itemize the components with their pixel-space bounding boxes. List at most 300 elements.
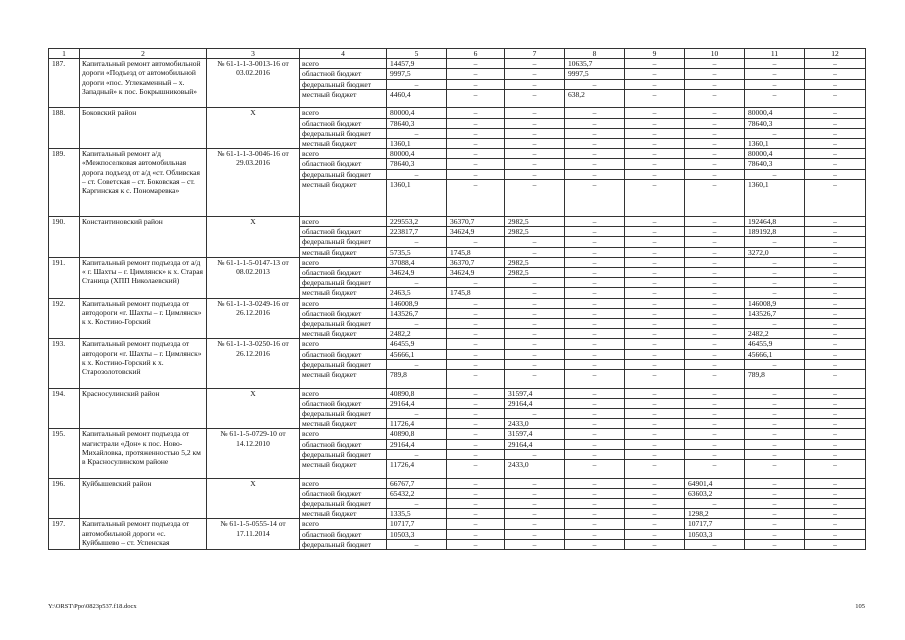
- value-cell: –: [505, 159, 565, 169]
- value-cell: 40890,8: [387, 388, 447, 398]
- value-cell: –: [685, 329, 745, 339]
- value-cell: 11726,4: [387, 419, 447, 429]
- value-cell: –: [805, 359, 866, 369]
- funding-source: всего: [300, 298, 387, 308]
- value-cell: 64901,4: [685, 478, 745, 488]
- value-cell: –: [805, 149, 866, 159]
- value-cell: –: [565, 227, 625, 237]
- value-cell: –: [805, 529, 866, 539]
- value-cell: –: [387, 449, 447, 459]
- row-number: 196.: [49, 478, 80, 519]
- value-cell: –: [805, 69, 866, 79]
- value-cell: 66767,7: [387, 478, 447, 488]
- value-cell: –: [805, 128, 866, 138]
- value-cell: –: [565, 128, 625, 138]
- value-cell: –: [805, 217, 866, 227]
- value-cell: –: [447, 59, 505, 69]
- object-name: Капитальный ремонт подъезда от а/д « г. Шахты – г. Цимлянск» к х. Старая Станица (ХПП Николаевский): [80, 257, 207, 298]
- value-cell: –: [505, 237, 565, 247]
- value-cell: –: [625, 409, 685, 419]
- value-cell: –: [805, 499, 866, 509]
- value-cell: –: [685, 128, 745, 138]
- value-cell: –: [745, 319, 805, 329]
- table-row: [49, 108, 866, 118]
- funding-source: федеральный бюджет: [300, 409, 387, 419]
- value-cell: 9997,5: [565, 69, 625, 79]
- funding-source: федеральный бюджет: [300, 237, 387, 247]
- value-cell: –: [685, 79, 745, 89]
- column-header: 8: [565, 49, 625, 59]
- value-cell: 223817,7: [387, 227, 447, 237]
- funding-source: федеральный бюджет: [300, 359, 387, 369]
- value-cell: –: [685, 69, 745, 79]
- funding-source: федеральный бюджет: [300, 278, 387, 288]
- value-cell: –: [745, 429, 805, 439]
- table-row: [49, 257, 866, 267]
- value-cell: 11726,4: [387, 460, 447, 479]
- value-cell: 789,8: [387, 370, 447, 389]
- value-cell: –: [565, 419, 625, 429]
- value-cell: –: [805, 237, 866, 247]
- value-cell: –: [625, 529, 685, 539]
- value-cell: –: [505, 128, 565, 138]
- value-cell: –: [625, 449, 685, 459]
- value-cell: 46455,9: [387, 339, 447, 349]
- value-cell: –: [447, 339, 505, 349]
- value-cell: –: [447, 179, 505, 216]
- value-cell: 78640,3: [745, 159, 805, 169]
- table-row: [49, 59, 866, 69]
- value-cell: 63603,2: [685, 488, 745, 498]
- value-cell: –: [447, 237, 505, 247]
- value-cell: –: [505, 319, 565, 329]
- value-cell: –: [447, 519, 505, 529]
- value-cell: 9997,5: [387, 69, 447, 79]
- value-cell: –: [745, 388, 805, 398]
- value-cell: 34624,9: [447, 268, 505, 278]
- value-cell: –: [387, 499, 447, 509]
- value-cell: –: [505, 539, 565, 549]
- value-cell: –: [565, 509, 625, 519]
- value-cell: –: [805, 488, 866, 498]
- value-cell: 1360,1: [745, 139, 805, 149]
- value-cell: –: [745, 478, 805, 488]
- value-cell: –: [625, 79, 685, 89]
- value-cell: –: [745, 169, 805, 179]
- value-cell: 1298,2: [685, 509, 745, 519]
- value-cell: –: [505, 308, 565, 318]
- value-cell: 1360,1: [745, 179, 805, 216]
- value-cell: 1360,1: [387, 139, 447, 149]
- value-cell: –: [625, 439, 685, 449]
- value-cell: –: [685, 419, 745, 429]
- value-cell: –: [447, 359, 505, 369]
- row-number: 190.: [49, 217, 80, 258]
- value-cell: –: [447, 509, 505, 519]
- funding-source: всего: [300, 478, 387, 488]
- value-cell: 192464,8: [745, 217, 805, 227]
- value-cell: –: [565, 388, 625, 398]
- value-cell: –: [745, 439, 805, 449]
- value-cell: –: [505, 89, 565, 108]
- value-cell: –: [565, 217, 625, 227]
- value-cell: –: [447, 488, 505, 498]
- value-cell: 34624,9: [387, 268, 447, 278]
- value-cell: –: [505, 478, 565, 488]
- value-cell: –: [625, 519, 685, 529]
- value-cell: –: [565, 488, 625, 498]
- value-cell: –: [447, 89, 505, 108]
- document-number: № 61-1-5-0729-10 от 14.12.2010: [207, 429, 300, 478]
- table-row: [49, 519, 866, 529]
- value-cell: –: [805, 398, 866, 408]
- value-cell: 10503,3: [387, 529, 447, 539]
- value-cell: 1360,1: [387, 179, 447, 216]
- value-cell: –: [685, 257, 745, 267]
- funding-source: местный бюджет: [300, 370, 387, 389]
- value-cell: –: [565, 257, 625, 267]
- value-cell: –: [685, 278, 745, 288]
- value-cell: 2433,0: [505, 419, 565, 429]
- value-cell: –: [805, 460, 866, 479]
- value-cell: –: [447, 370, 505, 389]
- value-cell: –: [685, 439, 745, 449]
- funding-source: всего: [300, 108, 387, 118]
- value-cell: –: [745, 69, 805, 79]
- value-cell: –: [625, 499, 685, 509]
- funding-source: местный бюджет: [300, 179, 387, 216]
- value-cell: –: [625, 298, 685, 308]
- document-number: № 61-1-1-3-0249-16 от 26.12.2016: [207, 298, 300, 339]
- row-number: 197.: [49, 519, 80, 550]
- value-cell: –: [625, 159, 685, 169]
- value-cell: –: [387, 79, 447, 89]
- value-cell: –: [447, 429, 505, 439]
- value-cell: 10503,3: [685, 529, 745, 539]
- value-cell: –: [805, 257, 866, 267]
- value-cell: –: [625, 478, 685, 488]
- row-number: 193.: [49, 339, 80, 388]
- table-row: [49, 149, 866, 159]
- value-cell: 29164,4: [505, 439, 565, 449]
- value-cell: –: [565, 529, 625, 539]
- document-number: Х: [207, 108, 300, 149]
- funding-source: всего: [300, 519, 387, 529]
- value-cell: –: [447, 398, 505, 408]
- value-cell: –: [745, 128, 805, 138]
- funding-source: местный бюджет: [300, 419, 387, 429]
- value-cell: 10717,7: [387, 519, 447, 529]
- value-cell: –: [447, 69, 505, 79]
- value-cell: –: [505, 370, 565, 389]
- value-cell: –: [625, 169, 685, 179]
- row-number: 195.: [49, 429, 80, 478]
- value-cell: –: [745, 509, 805, 519]
- value-cell: –: [565, 159, 625, 169]
- value-cell: 2982,5: [505, 217, 565, 227]
- funding-source: федеральный бюджет: [300, 128, 387, 138]
- row-number: 191.: [49, 257, 80, 298]
- value-cell: –: [685, 288, 745, 298]
- value-cell: –: [685, 339, 745, 349]
- value-cell: –: [625, 419, 685, 429]
- value-cell: 2482,2: [745, 329, 805, 339]
- value-cell: –: [505, 359, 565, 369]
- object-name: Капитальный ремонт автомобильной дороги «Подъезд от автомобильной дороги «пос. Углекаменный – х. Западный» к пос. Бокрышниковый»: [80, 59, 207, 108]
- row-number: 188.: [49, 108, 80, 149]
- value-cell: –: [505, 179, 565, 216]
- value-cell: –: [505, 69, 565, 79]
- value-cell: –: [685, 359, 745, 369]
- value-cell: –: [805, 449, 866, 459]
- column-header: 12: [805, 49, 866, 59]
- value-cell: –: [565, 118, 625, 128]
- value-cell: –: [505, 349, 565, 359]
- value-cell: –: [447, 298, 505, 308]
- value-cell: –: [625, 59, 685, 69]
- value-cell: 2982,5: [505, 227, 565, 237]
- value-cell: –: [565, 339, 625, 349]
- value-cell: –: [805, 339, 866, 349]
- value-cell: –: [685, 237, 745, 247]
- funding-source: областной бюджет: [300, 308, 387, 318]
- value-cell: 5735,5: [387, 247, 447, 257]
- value-cell: –: [565, 349, 625, 359]
- value-cell: –: [565, 398, 625, 408]
- value-cell: 29164,4: [387, 439, 447, 449]
- value-cell: –: [565, 139, 625, 149]
- funding-source: местный бюджет: [300, 329, 387, 339]
- table-row: [49, 478, 866, 488]
- value-cell: –: [685, 298, 745, 308]
- funding-source: всего: [300, 429, 387, 439]
- value-cell: –: [625, 370, 685, 389]
- value-cell: –: [447, 149, 505, 159]
- value-cell: –: [565, 370, 625, 389]
- value-cell: –: [685, 118, 745, 128]
- document-number: № 61-1-1-3-0046-16 от 29.03.2016: [207, 149, 300, 217]
- column-header: 4: [300, 49, 387, 59]
- value-cell: –: [447, 108, 505, 118]
- value-cell: –: [625, 278, 685, 288]
- value-cell: –: [505, 519, 565, 529]
- object-name: Боковский район: [80, 108, 207, 149]
- value-cell: –: [805, 278, 866, 288]
- document-number: Х: [207, 217, 300, 258]
- funding-source: областной бюджет: [300, 439, 387, 449]
- value-cell: 229553,2: [387, 217, 447, 227]
- value-cell: 638,2: [565, 89, 625, 108]
- value-cell: –: [387, 409, 447, 419]
- value-cell: –: [805, 227, 866, 237]
- table-row: [49, 429, 866, 439]
- value-cell: –: [505, 247, 565, 257]
- value-cell: 45666,1: [387, 349, 447, 359]
- value-cell: –: [505, 339, 565, 349]
- value-cell: –: [505, 409, 565, 419]
- value-cell: –: [565, 169, 625, 179]
- value-cell: –: [745, 539, 805, 549]
- value-cell: 80000,4: [387, 149, 447, 159]
- value-cell: 143526,7: [387, 308, 447, 318]
- document-number: № 61-1-5-0555-14 от 17.11.2014: [207, 519, 300, 550]
- funding-source: областной бюджет: [300, 488, 387, 498]
- value-cell: –: [565, 179, 625, 216]
- funding-source: областной бюджет: [300, 69, 387, 79]
- value-cell: –: [625, 179, 685, 216]
- value-cell: 789,8: [745, 370, 805, 389]
- value-cell: –: [685, 108, 745, 118]
- value-cell: –: [745, 419, 805, 429]
- value-cell: –: [685, 59, 745, 69]
- value-cell: –: [565, 478, 625, 488]
- value-cell: –: [565, 79, 625, 89]
- value-cell: –: [625, 388, 685, 398]
- value-cell: –: [625, 268, 685, 278]
- value-cell: –: [805, 169, 866, 179]
- value-cell: –: [565, 268, 625, 278]
- value-cell: –: [685, 398, 745, 408]
- value-cell: –: [565, 409, 625, 419]
- value-cell: –: [805, 247, 866, 257]
- value-cell: –: [625, 288, 685, 298]
- object-name: Капитальный ремонт подъезда от автодороги «г. Шахты – г. Цимлянск» к х. Костино-Горский: [80, 298, 207, 339]
- column-header: 9: [625, 49, 685, 59]
- value-cell: –: [505, 509, 565, 519]
- value-cell: –: [685, 449, 745, 459]
- funding-source: федеральный бюджет: [300, 499, 387, 509]
- value-cell: –: [685, 429, 745, 439]
- value-cell: –: [805, 329, 866, 339]
- value-cell: 1745,8: [447, 247, 505, 257]
- value-cell: 143526,7: [745, 308, 805, 318]
- value-cell: –: [447, 128, 505, 138]
- value-cell: –: [625, 128, 685, 138]
- value-cell: –: [745, 499, 805, 509]
- object-name: Куйбышевский район: [80, 478, 207, 519]
- value-cell: –: [745, 488, 805, 498]
- value-cell: 40890,8: [387, 429, 447, 439]
- value-cell: –: [745, 89, 805, 108]
- value-cell: –: [745, 59, 805, 69]
- value-cell: –: [625, 247, 685, 257]
- table-row: [49, 298, 866, 308]
- object-name: Капитальный ремонт подъезда от автомобильной дороги «с. Куйбышево – ст. Успенская: [80, 519, 207, 550]
- value-cell: –: [805, 478, 866, 488]
- value-cell: –: [447, 539, 505, 549]
- table-row: [49, 339, 866, 349]
- value-cell: –: [447, 79, 505, 89]
- table-body: [49, 59, 866, 550]
- object-name: Капитальный ремонт а/д «Межпоселковая автомобильная дорога подъезд от а/д «ст. Обливская – ст. Советская – ст. Боковская – ст. Каргинская к с. Пономаревка»: [80, 149, 207, 217]
- value-cell: –: [625, 118, 685, 128]
- value-cell: –: [447, 159, 505, 169]
- value-cell: –: [505, 149, 565, 159]
- value-cell: –: [565, 429, 625, 439]
- value-cell: –: [625, 237, 685, 247]
- value-cell: –: [625, 319, 685, 329]
- value-cell: 146008,9: [387, 298, 447, 308]
- object-name: Константиновский район: [80, 217, 207, 258]
- value-cell: –: [565, 449, 625, 459]
- value-cell: –: [565, 108, 625, 118]
- value-cell: –: [565, 237, 625, 247]
- value-cell: 78640,3: [387, 159, 447, 169]
- value-cell: –: [505, 59, 565, 69]
- value-cell: –: [625, 349, 685, 359]
- value-cell: –: [625, 509, 685, 519]
- value-cell: –: [805, 268, 866, 278]
- document-number: Х: [207, 388, 300, 429]
- row-number: 194.: [49, 388, 80, 429]
- value-cell: –: [805, 429, 866, 439]
- value-cell: –: [745, 359, 805, 369]
- value-cell: –: [805, 439, 866, 449]
- value-cell: –: [685, 539, 745, 549]
- value-cell: –: [805, 79, 866, 89]
- value-cell: –: [805, 319, 866, 329]
- value-cell: 78640,3: [745, 118, 805, 128]
- object-name: Капитальный ремонт подъезда от магистрали «Дон» к пос. Ново-Михайловка, протяженностью 5,2 км в Красносулинском районе: [80, 429, 207, 478]
- value-cell: 80000,4: [745, 149, 805, 159]
- value-cell: –: [625, 329, 685, 339]
- funding-source: федеральный бюджет: [300, 79, 387, 89]
- value-cell: –: [685, 409, 745, 419]
- column-header: 3: [207, 49, 300, 59]
- column-header: 10: [685, 49, 745, 59]
- funding-source: федеральный бюджет: [300, 539, 387, 549]
- funding-source: местный бюджет: [300, 288, 387, 298]
- value-cell: 4460,4: [387, 89, 447, 108]
- funding-source: всего: [300, 339, 387, 349]
- value-cell: –: [625, 539, 685, 549]
- value-cell: –: [565, 539, 625, 549]
- value-cell: –: [745, 268, 805, 278]
- page-number: 105: [855, 603, 865, 610]
- value-cell: –: [565, 247, 625, 257]
- value-cell: –: [505, 499, 565, 509]
- value-cell: –: [625, 149, 685, 159]
- funding-source: областной бюджет: [300, 227, 387, 237]
- value-cell: 45666,1: [745, 349, 805, 359]
- table-row: [49, 388, 866, 398]
- value-cell: –: [685, 247, 745, 257]
- funding-source: областной бюджет: [300, 268, 387, 278]
- funding-source: всего: [300, 59, 387, 69]
- funding-source: всего: [300, 149, 387, 159]
- value-cell: –: [625, 488, 685, 498]
- table-row: [49, 217, 866, 227]
- funding-source: федеральный бюджет: [300, 319, 387, 329]
- funding-source: областной бюджет: [300, 159, 387, 169]
- value-cell: –: [685, 268, 745, 278]
- value-cell: –: [745, 460, 805, 479]
- value-cell: –: [685, 308, 745, 318]
- value-cell: –: [447, 118, 505, 128]
- value-cell: –: [745, 288, 805, 298]
- value-cell: –: [805, 388, 866, 398]
- value-cell: –: [387, 237, 447, 247]
- value-cell: –: [625, 217, 685, 227]
- value-cell: –: [387, 278, 447, 288]
- value-cell: –: [505, 449, 565, 459]
- funding-source: местный бюджет: [300, 89, 387, 108]
- value-cell: –: [805, 288, 866, 298]
- value-cell: –: [625, 460, 685, 479]
- value-cell: –: [745, 257, 805, 267]
- document-page: [48, 48, 865, 550]
- value-cell: 36370,7: [447, 257, 505, 267]
